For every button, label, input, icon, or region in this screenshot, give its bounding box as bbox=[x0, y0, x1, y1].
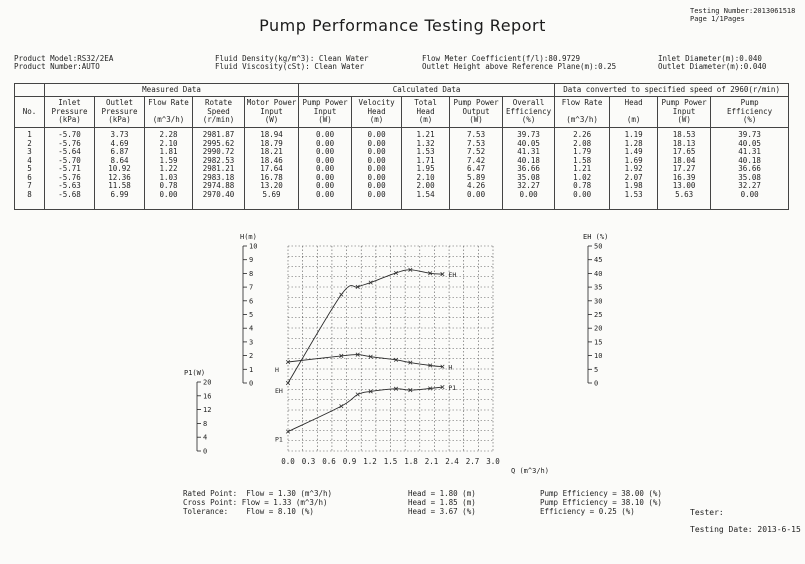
efficiency-tick-label: 20 bbox=[594, 324, 603, 333]
column-values-3: 2.28 2.10 1.81 1.59 1.22 1.03 0.78 0.00 bbox=[145, 128, 193, 210]
inlet-diameter: Inlet Diameter(m):0.040 bbox=[658, 54, 762, 63]
chart-axes bbox=[184, 233, 608, 475]
efficiency-axis-label: EH (%) bbox=[583, 233, 609, 241]
column-values-7: 0.00 0.00 0.00 0.00 0.00 0.00 0.00 0.00 bbox=[352, 128, 402, 210]
efficiency-tick-label: 10 bbox=[594, 352, 603, 361]
efficiency-tolerance: Efficiency = 0.25 (%) bbox=[540, 507, 635, 516]
column-values-14: 39.73 40.05 41.31 40.18 36.66 35.08 32.27 0.00 bbox=[711, 128, 789, 210]
column-values-2: 3.73 4.69 6.87 8.64 10.92 12.36 11.58 6.99 bbox=[95, 128, 145, 210]
tolerance: Tolerance: Flow = 8.10 (%) bbox=[183, 507, 314, 516]
column-values-1: -5.70 -5.76 -5.64 -5.70 -5.71 -5.76 -5.63 -5.68 bbox=[45, 128, 95, 210]
column-header-6: Pump Power Input (W) bbox=[299, 97, 352, 128]
curve-h bbox=[288, 355, 442, 367]
efficiency-tick-label: 35 bbox=[594, 283, 603, 292]
head-cross: Head = 1.85 (m) bbox=[408, 498, 476, 507]
column-header-0: No. bbox=[15, 97, 45, 128]
chart-grid bbox=[288, 246, 493, 451]
power-tick-label: 0 bbox=[203, 447, 208, 456]
head-rated: Head = 1.80 (m) bbox=[408, 489, 476, 498]
head-tick-label: 1 bbox=[249, 365, 254, 374]
head-tick-label: 0 bbox=[249, 379, 254, 388]
x-tick-label: 1.2 bbox=[363, 457, 377, 466]
point-p1 bbox=[356, 393, 360, 397]
group-calculated: Calculated Data bbox=[299, 84, 555, 97]
rated-point: Rated Point: Flow = 1.30 (m^3/h) bbox=[183, 489, 333, 498]
x-tick-label: 1.5 bbox=[383, 457, 398, 466]
efficiency-rated: Pump Efficiency = 38.00 (%) bbox=[540, 489, 662, 498]
column-values-8: 1.21 1.32 1.53 1.71 1.95 2.10 2.00 1.54 bbox=[402, 128, 450, 210]
column-values-9: 7.53 7.53 7.52 7.42 6.47 5.89 4.26 0.00 bbox=[450, 128, 503, 210]
efficiency-tick-label: 15 bbox=[594, 338, 603, 347]
series-start-label-h: H bbox=[275, 366, 279, 375]
series-label-p1: P1 bbox=[448, 384, 457, 393]
x-tick-label: 0.9 bbox=[342, 457, 357, 466]
curve-p1 bbox=[288, 387, 442, 432]
head-tick-label: 7 bbox=[249, 283, 254, 292]
x-tick-label: 2.4 bbox=[445, 457, 459, 466]
report-title: Pump Performance Testing Report bbox=[259, 16, 546, 35]
column-header-9: Pump Power Output (W) bbox=[450, 97, 503, 128]
column-values-4: 2981.87 2995.62 2990.72 2982.53 2981.21 2983.18 2974.88 2970.40 bbox=[193, 128, 245, 210]
point-p1 bbox=[340, 404, 344, 408]
column-header-3: Flow Rate (m^3/h) bbox=[145, 97, 193, 128]
head-tick-label: 5 bbox=[249, 311, 254, 319]
head-tick-label: 10 bbox=[249, 242, 258, 251]
column-header-13: Pump Power Input (W) bbox=[658, 97, 711, 128]
fluid-density: Fluid Density(kg/m^3): Clean Water bbox=[215, 54, 369, 63]
column-values-5: 18.94 18.79 18.21 18.46 17.64 16.78 13.20 5.69 bbox=[245, 128, 299, 210]
head-tolerance: Head = 3.67 (%) bbox=[408, 507, 476, 516]
column-header-4: Rotate Speed (r/min) bbox=[193, 97, 245, 128]
column-values-13: 18.53 18.13 17.65 18.04 17.27 16.39 13.00 5.63 bbox=[658, 128, 711, 210]
power-tick-label: 8 bbox=[203, 419, 208, 428]
x-tick-label: 3.0 bbox=[486, 457, 500, 466]
column-header-7: Velocity Head (m) bbox=[352, 97, 402, 128]
outlet-height: Outlet Height above Reference Plane(m):0.25 bbox=[422, 62, 617, 71]
column-header-1: Inlet Pressure (kPa) bbox=[45, 97, 95, 128]
head-tick-label: 9 bbox=[249, 256, 254, 265]
x-tick-label: 1.8 bbox=[404, 457, 418, 466]
head-axis-label: H(m) bbox=[240, 233, 257, 241]
flow-meter-coefficient: Flow Meter Coefficient(f/l):80.9729 bbox=[422, 54, 581, 63]
outlet-diameter: Outlet Diameter(m):0.040 bbox=[658, 62, 767, 71]
group-measured: Measured Data bbox=[45, 84, 299, 97]
x-axis-label: Q (m^3/h) bbox=[511, 467, 549, 475]
column-values-12: 1.19 1.28 1.49 1.69 1.92 2.07 1.98 1.53 bbox=[610, 128, 658, 210]
efficiency-tick-label: 5 bbox=[594, 365, 599, 374]
point-eh bbox=[340, 293, 344, 297]
power-tick-label: 4 bbox=[203, 433, 208, 442]
power-tick-label: 16 bbox=[203, 392, 212, 401]
column-header-11: Flow Rate (m^3/h) bbox=[555, 97, 610, 128]
product-model: Product Model:RS32/2EA bbox=[14, 54, 114, 63]
power-axis-label: P1(W) bbox=[184, 369, 206, 377]
column-header-12: Head (m) bbox=[610, 97, 658, 128]
head-tick-label: 8 bbox=[249, 269, 254, 278]
efficiency-tick-label: 50 bbox=[594, 242, 603, 251]
x-tick-label: 2.7 bbox=[465, 457, 480, 466]
fluid-viscosity: Fluid Viscosity(cSt): Clean Water bbox=[215, 62, 365, 71]
column-values-11: 2.26 2.08 1.79 1.58 1.21 1.02 0.78 0.00 bbox=[555, 128, 610, 210]
column-header-5: Motor Power Input (W) bbox=[245, 97, 299, 128]
series-start-label-eh: EH bbox=[275, 387, 283, 395]
efficiency-tick-label: 30 bbox=[594, 297, 603, 306]
efficiency-cross: Pump Efficiency = 38.10 (%) bbox=[540, 498, 662, 507]
x-tick-label: 0.0 bbox=[281, 457, 295, 466]
testing-date: Testing Date: 2013-6-15 bbox=[690, 525, 801, 534]
group-converted: Data converted to specified speed of 2960(r/min) bbox=[555, 84, 789, 97]
x-tick-label: 0.6 bbox=[322, 457, 336, 466]
head-tick-label: 2 bbox=[249, 352, 254, 361]
column-header-14: Pump Efficiency (%) bbox=[711, 97, 789, 128]
column-header-10: Overall Efficiency (%) bbox=[503, 97, 555, 128]
power-tick-label: 20 bbox=[203, 378, 212, 387]
series-start-label-p1: P1 bbox=[275, 435, 283, 444]
product-number: Product Number:AUTO bbox=[14, 62, 100, 71]
column-header-2: Outlet Pressure (kPa) bbox=[95, 97, 145, 128]
column-header-8: Total Head (m) bbox=[402, 97, 450, 128]
chart-curves bbox=[288, 270, 442, 432]
series-label-eh: EH bbox=[448, 271, 457, 280]
testing-number: Testing Number:2013061518 bbox=[690, 7, 796, 15]
head-tick-label: 3 bbox=[249, 338, 254, 347]
cross-point: Cross Point: Flow = 1.33 (m^3/h) bbox=[183, 498, 328, 507]
point-eh bbox=[286, 381, 290, 385]
efficiency-tick-label: 45 bbox=[594, 256, 603, 265]
efficiency-tick-label: 25 bbox=[594, 311, 603, 319]
efficiency-tick-label: 40 bbox=[594, 269, 603, 278]
head-tick-label: 4 bbox=[249, 324, 254, 333]
tester: Tester: bbox=[690, 508, 724, 517]
power-tick-label: 12 bbox=[203, 406, 212, 415]
efficiency-tick-label: 0 bbox=[594, 379, 599, 388]
head-tick-label: 6 bbox=[249, 297, 254, 306]
series-label-h: H bbox=[448, 363, 453, 372]
column-values-6: 0.00 0.00 0.00 0.00 0.00 0.00 0.00 0.00 bbox=[299, 128, 352, 210]
column-values-10: 39.73 40.05 41.31 40.18 36.66 35.08 32.27 0.00 bbox=[503, 128, 555, 210]
page-number: Page 1/1Pages bbox=[690, 15, 745, 23]
x-tick-label: 0.3 bbox=[301, 457, 316, 466]
column-values-0: 1 2 3 4 5 6 7 8 bbox=[15, 128, 45, 210]
x-tick-label: 2.1 bbox=[424, 457, 439, 466]
